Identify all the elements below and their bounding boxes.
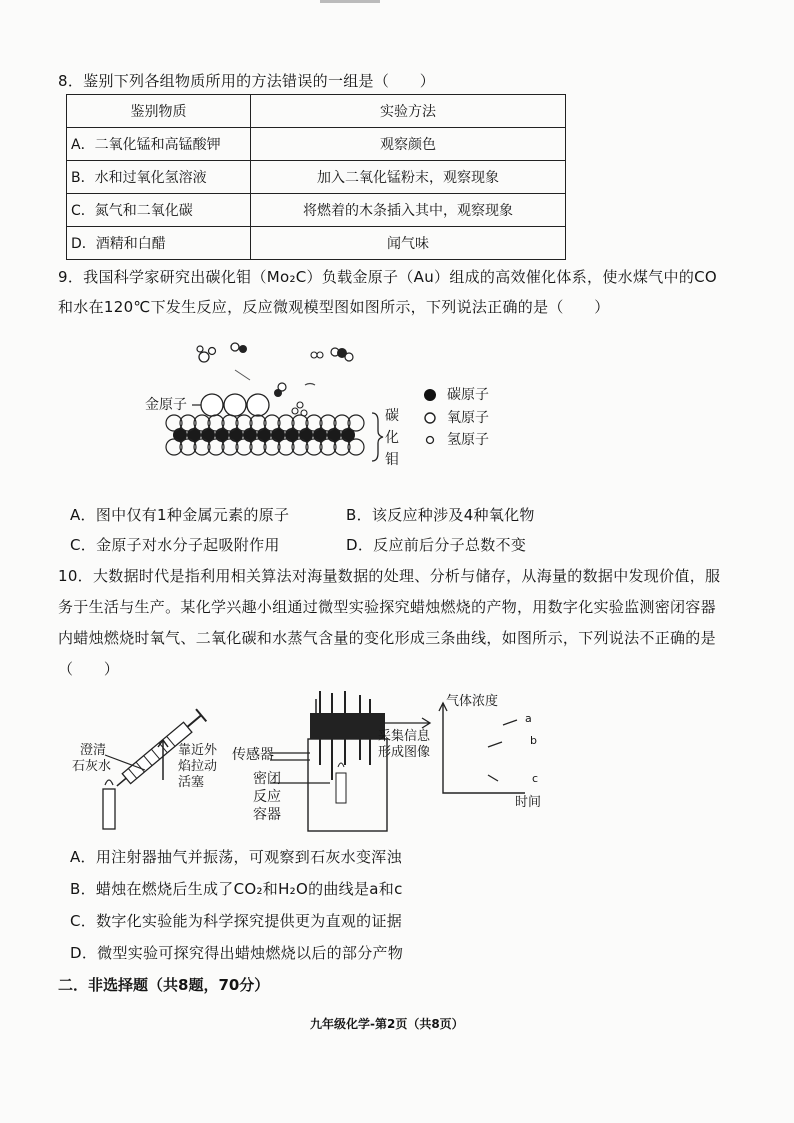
table-header-row xyxy=(67,95,566,128)
section-heading: 二．非选择题（共8题，70分） xyxy=(58,976,270,994)
table-row xyxy=(67,194,566,227)
q9-option-b: B．该反应种涉及4种氧化物 xyxy=(346,506,535,524)
q8-stem: 8．鉴别下列各组物质所用的方法错误的一组是（ ） xyxy=(58,72,436,90)
table-header-substances: 鉴别物质 xyxy=(67,95,251,128)
table-cell-substances: C．氮气和二氧化碳 xyxy=(67,194,251,227)
co2-molecule-icon xyxy=(331,348,353,361)
limewater-label-2: 石灰水 xyxy=(72,759,112,774)
near-flame-label-2: 焰拉动 xyxy=(178,759,218,774)
curve-c xyxy=(488,775,498,781)
container-label-3: 容器 xyxy=(253,807,281,823)
near-flame-label-1: 靠近外 xyxy=(178,743,218,758)
table-cell-method: 加入二氧化锰粉末，观察现象 xyxy=(251,161,566,194)
q10-stem-line4: （ ） xyxy=(58,660,120,678)
reaction-container-icon xyxy=(308,691,387,831)
scan-smudge xyxy=(320,0,380,3)
hydrogen-atom-icon xyxy=(427,437,434,444)
table-cell-substances: B．水和过氧化氢溶液 xyxy=(67,161,251,194)
page-footer: 九年级化学-第2页（共8页） xyxy=(310,1017,464,1031)
table-row xyxy=(67,161,566,194)
support-label-2: 化 xyxy=(385,430,399,446)
collect-label-2: 形成图像 xyxy=(378,745,431,760)
sensor-label: 传感器 xyxy=(232,747,274,763)
x-axis-label: 时间 xyxy=(515,795,542,810)
legend-hydrogen: 氢原子 xyxy=(447,432,489,448)
q10-option-a: A．用注射器抽气并振荡，可观察到石灰水变浑浊 xyxy=(70,848,402,866)
curve-b-label: b xyxy=(530,734,537,747)
table-row xyxy=(67,227,566,260)
table-cell-method: 观察颜色 xyxy=(251,128,566,161)
legend-oxygen: 氧原子 xyxy=(447,410,489,426)
bracket-icon xyxy=(372,413,383,461)
q9-option-c: C．金原子对水分子起吸附作用 xyxy=(70,536,280,554)
q9-stem-line2: 和水在120℃下发生反应，反应微观模型图如图所示，下列说法正确的是（ ） xyxy=(58,298,610,316)
mo2c-support xyxy=(166,415,364,455)
curve-a xyxy=(503,720,517,725)
oxygen-atom-icon xyxy=(425,413,435,423)
collect-label-1: 采集信息 xyxy=(378,729,431,744)
table-cell-substances: A．二氧化锰和高锰酸钾 xyxy=(67,128,251,161)
q10-stem-line2: 务于生活与生产。某化学兴趣小组通过微型实验探究蜡烛燃烧的产物，用数字化实验监测密闭容器 xyxy=(58,598,716,616)
curve-b xyxy=(488,742,502,747)
carbon-atom-icon xyxy=(424,389,436,401)
q9-diagram xyxy=(140,335,520,475)
candle-icon xyxy=(103,780,115,829)
table-header-method: 实验方法 xyxy=(251,95,566,128)
container-label-1: 密闭 xyxy=(253,771,281,787)
support-label-1: 碳 xyxy=(385,408,399,424)
curve-a-label: a xyxy=(525,712,532,725)
q9-option-d: D．反应前后分子总数不变 xyxy=(346,536,527,554)
q10-option-c: C．数字化实验能为科学探究提供更为直观的证据 xyxy=(70,912,403,930)
legend-carbon: 碳原子 xyxy=(447,387,489,403)
table-row xyxy=(67,128,566,161)
q8-table xyxy=(66,94,566,260)
support-label-3: 钼 xyxy=(385,452,399,468)
q10-stem-line3: 内蜡烛燃烧时氧气、二氧化碳和水蒸气含量的变化形成三条曲线，如图所示，下列说法不正确的是 xyxy=(58,629,716,647)
water-molecule-icon xyxy=(197,346,216,362)
near-flame-label-3: 活塞 xyxy=(178,775,205,790)
limewater-label-1: 澄清 xyxy=(80,743,107,758)
q10-option-b: B．蜡烛在燃烧后生成了CO₂和H₂O的曲线是a和c xyxy=(70,880,403,898)
table-cell-method: 将燃着的木条插入其中，观察现象 xyxy=(251,194,566,227)
q9-option-a: A．图中仅有1种金属元素的原子 xyxy=(70,506,290,524)
table-cell-method: 闻气味 xyxy=(251,227,566,260)
container-label-2: 反应 xyxy=(253,789,281,805)
co-molecule-icon xyxy=(231,343,247,353)
curve-c-label: c xyxy=(532,772,539,785)
y-axis-label: 气体浓度 xyxy=(446,694,499,709)
q10-stem-line1: 10．大数据时代是指利用相关算法对海量数据的处理、分析与储存，从海量的数据中发现价值，服 xyxy=(58,567,721,585)
concentration-graph xyxy=(439,703,525,793)
q10-diagram xyxy=(70,685,570,835)
q10-option-d: D．微型实验可探究得出蜡烛燃烧以后的部分产物 xyxy=(70,944,404,962)
table-cell-substances: D．酒精和白醋 xyxy=(67,227,251,260)
h2-molecule-icon xyxy=(311,352,323,358)
gold-atoms xyxy=(201,394,269,416)
q9-stem-line1: 9．我国科学家研究出碳化钼（Mo₂C）负载金原子（Au）组成的高效催化体系，使水煤气中的CO xyxy=(58,268,718,286)
gold-atom-label: 金原子 xyxy=(145,397,187,413)
reaction-model-svg xyxy=(140,335,520,475)
